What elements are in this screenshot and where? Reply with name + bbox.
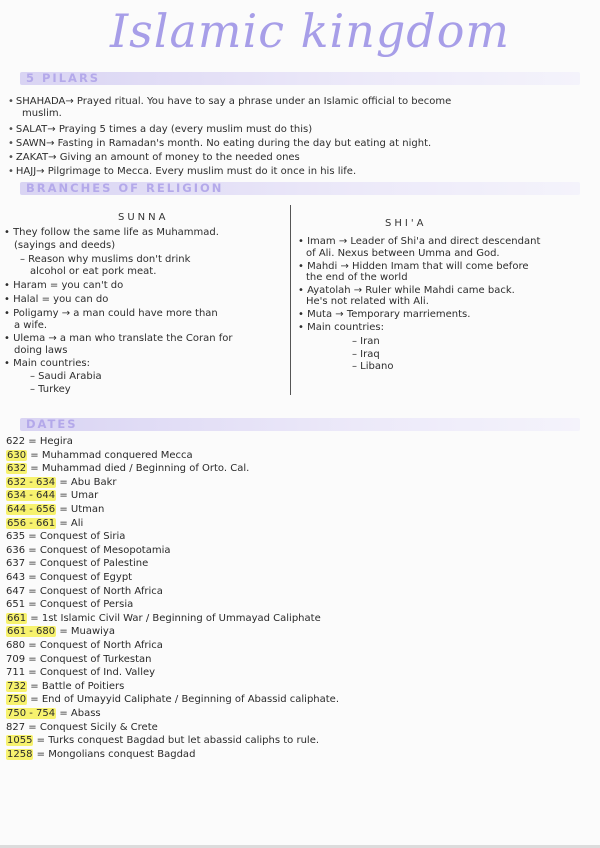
branches-heading: BRANCHES OF RELIGION	[26, 181, 224, 195]
sunna-line: a wife.	[14, 320, 48, 331]
pillar-item: • SALAT→ Praying 5 times a day (every muslim must do this)	[8, 124, 313, 135]
sunna-line: • Ulema → a man who translate the Coran for	[4, 333, 233, 344]
date-event: = Conquest of Persia	[25, 599, 134, 611]
pillar-item-cont: muslim.	[22, 108, 62, 119]
date-year: 634 - 644	[7, 490, 56, 502]
date-event: = Conquest of Egypt	[25, 572, 133, 583]
date-item	[6, 558, 148, 570]
date-item	[6, 708, 101, 720]
date-event: = Umar	[56, 490, 99, 502]
date-item	[6, 694, 339, 706]
pillar-item: • HAJJ→ Pilgrimage to Mecca. Every muslim must do it once in his life.	[8, 166, 357, 177]
pillar-item: • ZAKAT→ Giving an amount of money to the needed ones	[8, 152, 300, 163]
sunna-line: alcohol or eat pork meat.	[30, 266, 157, 277]
shia-line: • Imam → Leader of Shi'a and direct descendant	[298, 236, 541, 247]
date-item	[6, 749, 195, 761]
pillar-item: • SHAHADA→ Prayed ritual. You have to say a phrase under an Islamic official to become	[8, 96, 452, 107]
shia-line: – Libano	[352, 361, 394, 372]
shia-line: of Ali. Nexus between Umma and God.	[306, 248, 500, 259]
date-year: 750 - 754	[7, 708, 56, 719]
date-event: = Conquest of Palestine	[25, 558, 149, 570]
date-item	[6, 463, 249, 475]
sunna-line: – Reason why muslims don't drink	[20, 254, 191, 265]
date-item	[6, 436, 73, 448]
date-event: = Abu Bakr	[56, 476, 117, 488]
date-item	[6, 518, 83, 530]
date-year: 632	[7, 463, 27, 475]
date-event: = Conquest of Mesopotamia	[25, 544, 171, 556]
sunna-line: • They follow the same life as Muhammad.	[4, 227, 219, 238]
date-item	[6, 722, 158, 734]
date-year: 661 - 680	[7, 626, 56, 638]
sunna-line: • Halal = you can do	[4, 294, 109, 305]
date-event: = End of Umayyid Caliphate / Beginning of Abassid caliphate.	[27, 694, 340, 706]
date-year: 644 - 656	[7, 504, 56, 515]
date-item	[6, 735, 319, 747]
sunna-line: • Haram = you can't do	[4, 280, 124, 291]
date-event: = Battle of Poitiers	[27, 680, 125, 692]
date-event: = Conquest of North Africa	[25, 640, 163, 651]
date-event: = Muhammad conquered Mecca	[27, 449, 193, 461]
date-event: = Muawiya	[56, 626, 115, 638]
date-item	[6, 504, 104, 516]
date-year: 647	[6, 585, 26, 597]
shia-line: • Ayatolah → Ruler while Mahdi came back.	[298, 285, 515, 296]
date-item	[6, 545, 171, 557]
date-item	[6, 572, 132, 584]
date-event: = Muhammad died / Beginning of Orto. Cal.	[27, 463, 250, 475]
date-year: 827	[6, 721, 26, 733]
date-event: = Ali	[56, 517, 84, 529]
date-event: = Conquest of Siria	[25, 531, 126, 543]
date-year: 630	[7, 449, 27, 461]
dates-heading-bar	[20, 418, 580, 431]
date-item	[6, 477, 116, 489]
date-item	[6, 667, 155, 679]
date-year: 732	[7, 680, 27, 692]
date-item	[6, 531, 125, 543]
sunna-line: • Main countries:	[4, 358, 90, 369]
shia-line: • Muta → Temporary marriements.	[298, 309, 471, 320]
shia-line: – Iran	[352, 336, 380, 347]
sunna-title: SUNNA	[118, 212, 169, 223]
column-divider	[290, 205, 291, 395]
date-year: 709	[6, 653, 26, 665]
date-year: 750	[7, 694, 27, 706]
sunna-line: – Saudi Arabia	[30, 371, 102, 382]
date-event: = Abass	[56, 708, 101, 719]
sunna-line: • Poligamy → a man could have more than	[4, 308, 218, 319]
sunna-line: (sayings and deeds)	[14, 240, 116, 251]
date-year: 661	[7, 612, 27, 624]
date-event: = Conquest of Ind. Valley	[25, 667, 156, 679]
date-year: 632 - 634	[7, 476, 56, 488]
date-item	[6, 586, 163, 598]
date-event: = Utman	[56, 504, 105, 515]
date-item	[6, 613, 321, 625]
date-year: 622	[6, 436, 26, 447]
date-year: 636	[6, 544, 26, 556]
shia-line: He's not related with Ali.	[306, 296, 429, 307]
date-year: 1258	[7, 748, 33, 760]
date-item	[6, 490, 98, 502]
pillars-heading-bar	[20, 72, 580, 85]
shia-line: • Mahdi → Hidden Imam that will come before	[298, 261, 529, 272]
date-year: 656 - 661	[7, 517, 56, 529]
date-year: 635	[6, 531, 26, 543]
date-event: = Mongolians conquest Bagdad	[33, 748, 196, 760]
shia-line: the end of the world	[306, 272, 408, 283]
shia-line: • Main countries:	[298, 322, 384, 333]
date-year: 651	[6, 599, 26, 611]
date-event: = Turks conquest Bagdad but let abassid caliphs to rule.	[33, 735, 320, 747]
date-event: = Conquest Sicily & Crete	[25, 721, 158, 733]
date-year: 643	[6, 572, 26, 583]
sunna-line: doing laws	[14, 345, 68, 356]
shia-title: SHI'A	[385, 218, 427, 229]
date-item	[6, 599, 133, 611]
date-item	[6, 626, 115, 638]
shia-line: – Iraq	[352, 349, 380, 360]
dates-heading: DATES	[26, 417, 78, 431]
date-item	[6, 654, 151, 666]
date-year: 680	[6, 640, 26, 651]
date-year: 711	[6, 667, 26, 679]
date-event: = 1st Islamic Civil War / Beginning of Ummayad Caliphate	[27, 612, 321, 624]
date-item	[6, 681, 124, 693]
pillars-heading: 5 PILARS	[26, 71, 101, 85]
date-event: = Hegira	[25, 436, 73, 447]
date-year: 1055	[7, 735, 33, 747]
page-title: Islamic kingdom	[110, 4, 511, 58]
date-event: = Conquest of Turkestan	[25, 653, 152, 665]
date-year: 637	[6, 558, 26, 570]
date-event: = Conquest of North Africa	[25, 585, 163, 597]
date-item	[6, 450, 193, 462]
sunna-line: – Turkey	[30, 384, 71, 395]
date-item	[6, 640, 163, 652]
pillar-item: • SAWN→ Fasting in Ramadan's month. No eating during the day but eating at night.	[8, 138, 432, 149]
branches-heading-bar	[20, 182, 580, 195]
